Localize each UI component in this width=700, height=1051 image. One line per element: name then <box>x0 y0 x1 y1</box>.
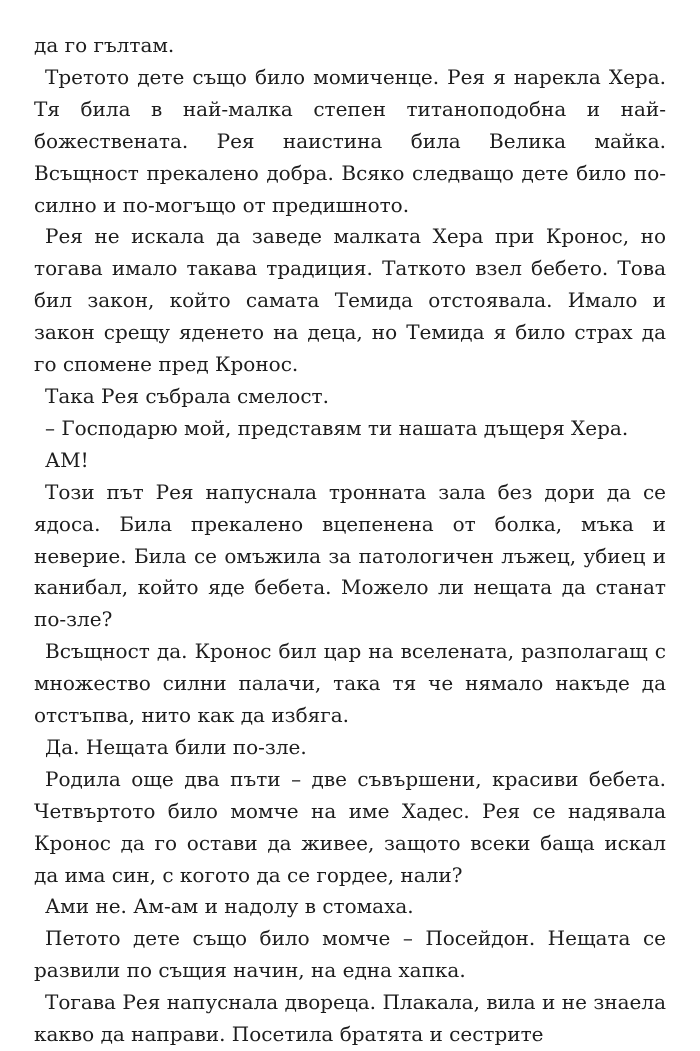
paragraph-2: Третото дете също било момиченце. Рея я нарекла Хера. Тя била в най-малка степен титаноподобна и най-божествената. Рея наистина била Велика майка. Всъщност прекалено добра. Всяко следващо дете било по-силно и по-могъщо от предишното. <box>34 64 666 217</box>
paragraph-3: Рея не искала да заведе малката Хера при Кронос, но тогава имало такава традиция. Таткото взел бебето. Това бил закон, който самата Темида отстоявала. Имало и закон срещу яденето на деца, но Темида я било страх да го спомене пред Кронос. <box>34 224 666 377</box>
paragraph-10: Родила още два пъти – две съвършени, красиви бебета. Четвъртото било момче на име Хадес. Рея се надявала Кронос да го остави да живее, защото всеки баща искал да има син, с когото да се гордее, нали? <box>34 766 666 887</box>
paragraph-7: Този път Рея напуснала тронната зала без дори да се ядоса. Била прекалено вцепенена от болка, мъка и неверие. Била се омъжила за патологичен лъжец, убиец и канибал, който яде бебета. Можело ли нещата да станат по-зле? <box>34 479 666 632</box>
paragraph-13: Тогава Рея напуснала двореца. Плакала, вила и не знаела какво да направи. Посетила братята и сестрите <box>34 990 666 1047</box>
paragraph-1: да го гълтам. <box>34 33 175 57</box>
paragraph-8: Всъщност да. Кронос бил цар на вселената, разполагащ с множество силни палачи, така тя че нямало накъде да отстъпва, нито как да избяга. <box>34 639 666 728</box>
paragraph-4: Така Рея събрала смелост. <box>45 383 329 408</box>
book-page <box>34 30 666 1047</box>
paragraph-12: Петото дете също било момче – Посейдон. Нещата се развили по същия начин, на една хапка. <box>34 926 666 983</box>
paragraph-6: АМ! <box>45 447 89 472</box>
paragraph-11: Ами не. Ам-ам и надолу в стомаха. <box>45 894 414 919</box>
paragraph-5: – Господарю мой, представям ти нашата дъщеря Хера. <box>45 415 629 440</box>
paragraph-9: Да. Нещата били по-зле. <box>45 734 307 759</box>
